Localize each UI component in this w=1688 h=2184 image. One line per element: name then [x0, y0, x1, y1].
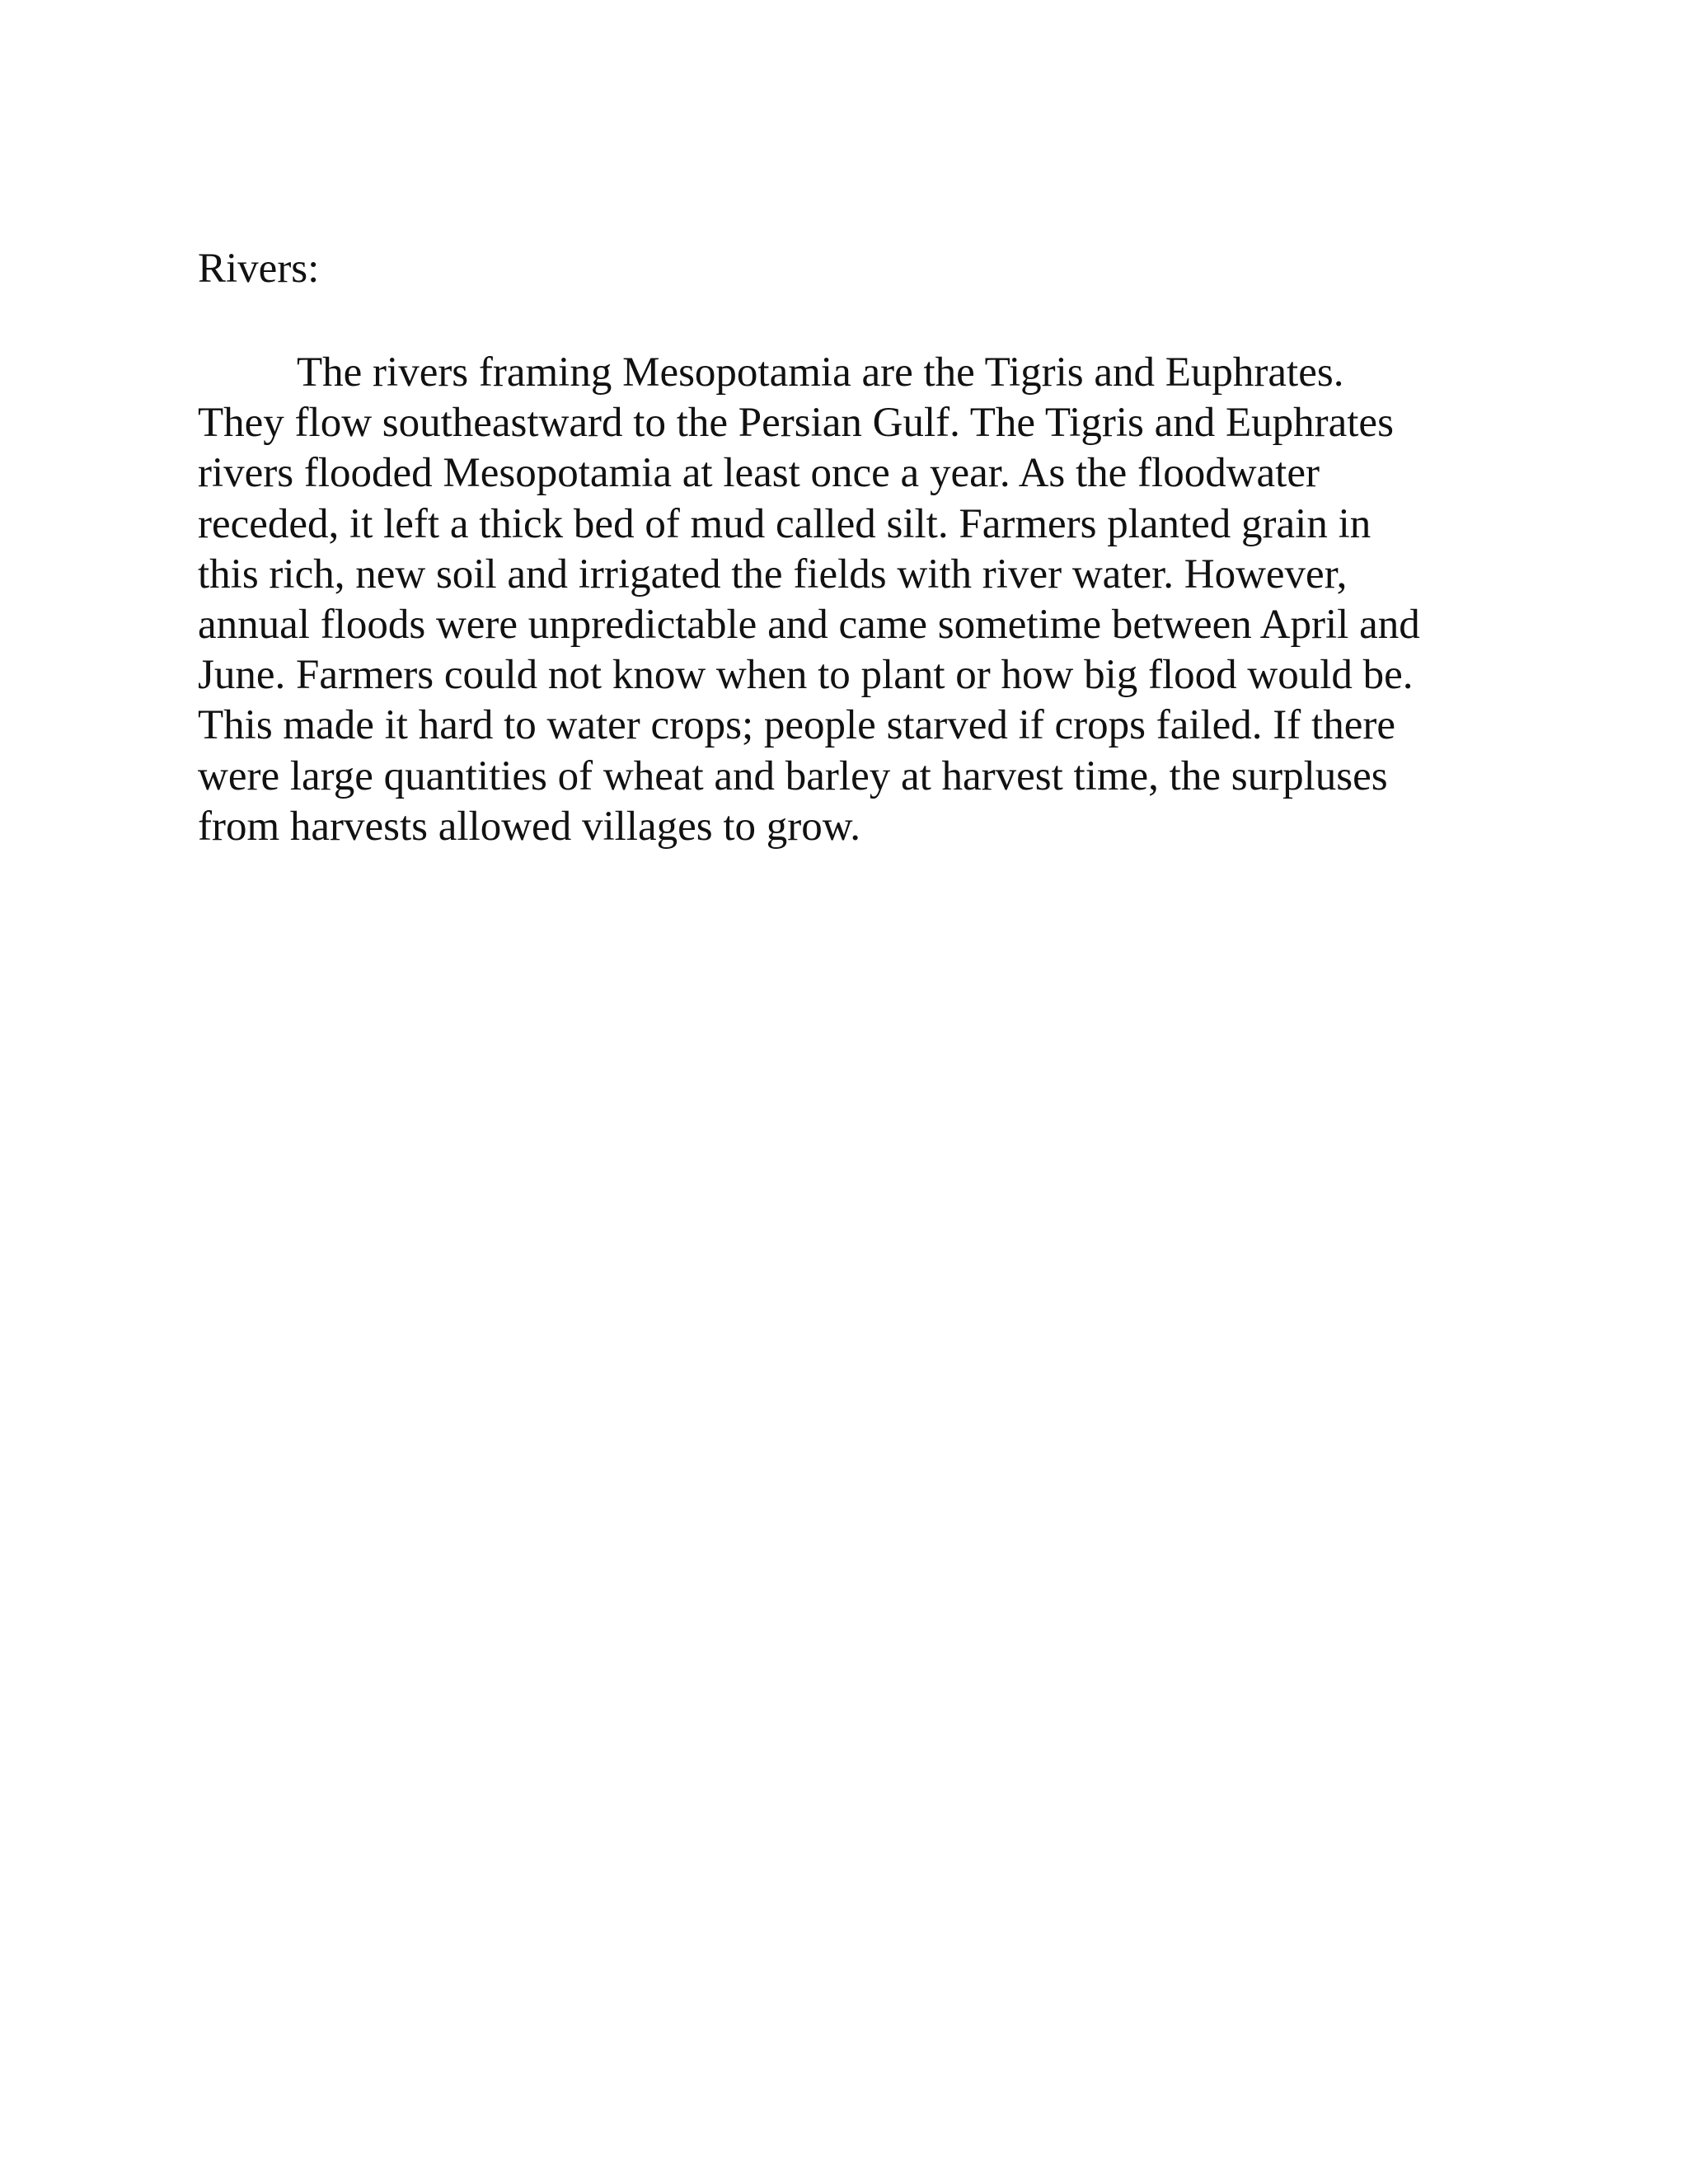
paragraph-line: They flow southeastward to the Persian Gulf. The Tigris and Euphrates	[198, 400, 1394, 447]
paragraph-line: June. Farmers could not know when to plant or how big flood would be.	[198, 652, 1414, 699]
body-paragraph	[198, 348, 1492, 852]
paragraph-line: from harvests allowed villages to grow.	[198, 803, 860, 850]
paragraph-line: this rich, new soil and irrigated the fields with river water. However,	[198, 551, 1348, 598]
paragraph-line: were large quantities of wheat and barley at harvest time, the surpluses	[198, 752, 1388, 799]
section-heading: Rivers:	[198, 246, 320, 292]
paragraph-line: rivers flooded Mesopotamia at least once a year. As the floodwater	[198, 450, 1320, 497]
paragraph-line: The rivers framing Mesopotamia are the Tigris and Euphrates.	[297, 349, 1344, 396]
paragraph-line: annual floods were unpredictable and came sometime between April and	[198, 602, 1420, 649]
paragraph-line: receded, it left a thick bed of mud called silt. Farmers planted grain in	[198, 500, 1372, 547]
paragraph-line: This made it hard to water crops; people starved if crops failed. If there	[198, 702, 1395, 749]
